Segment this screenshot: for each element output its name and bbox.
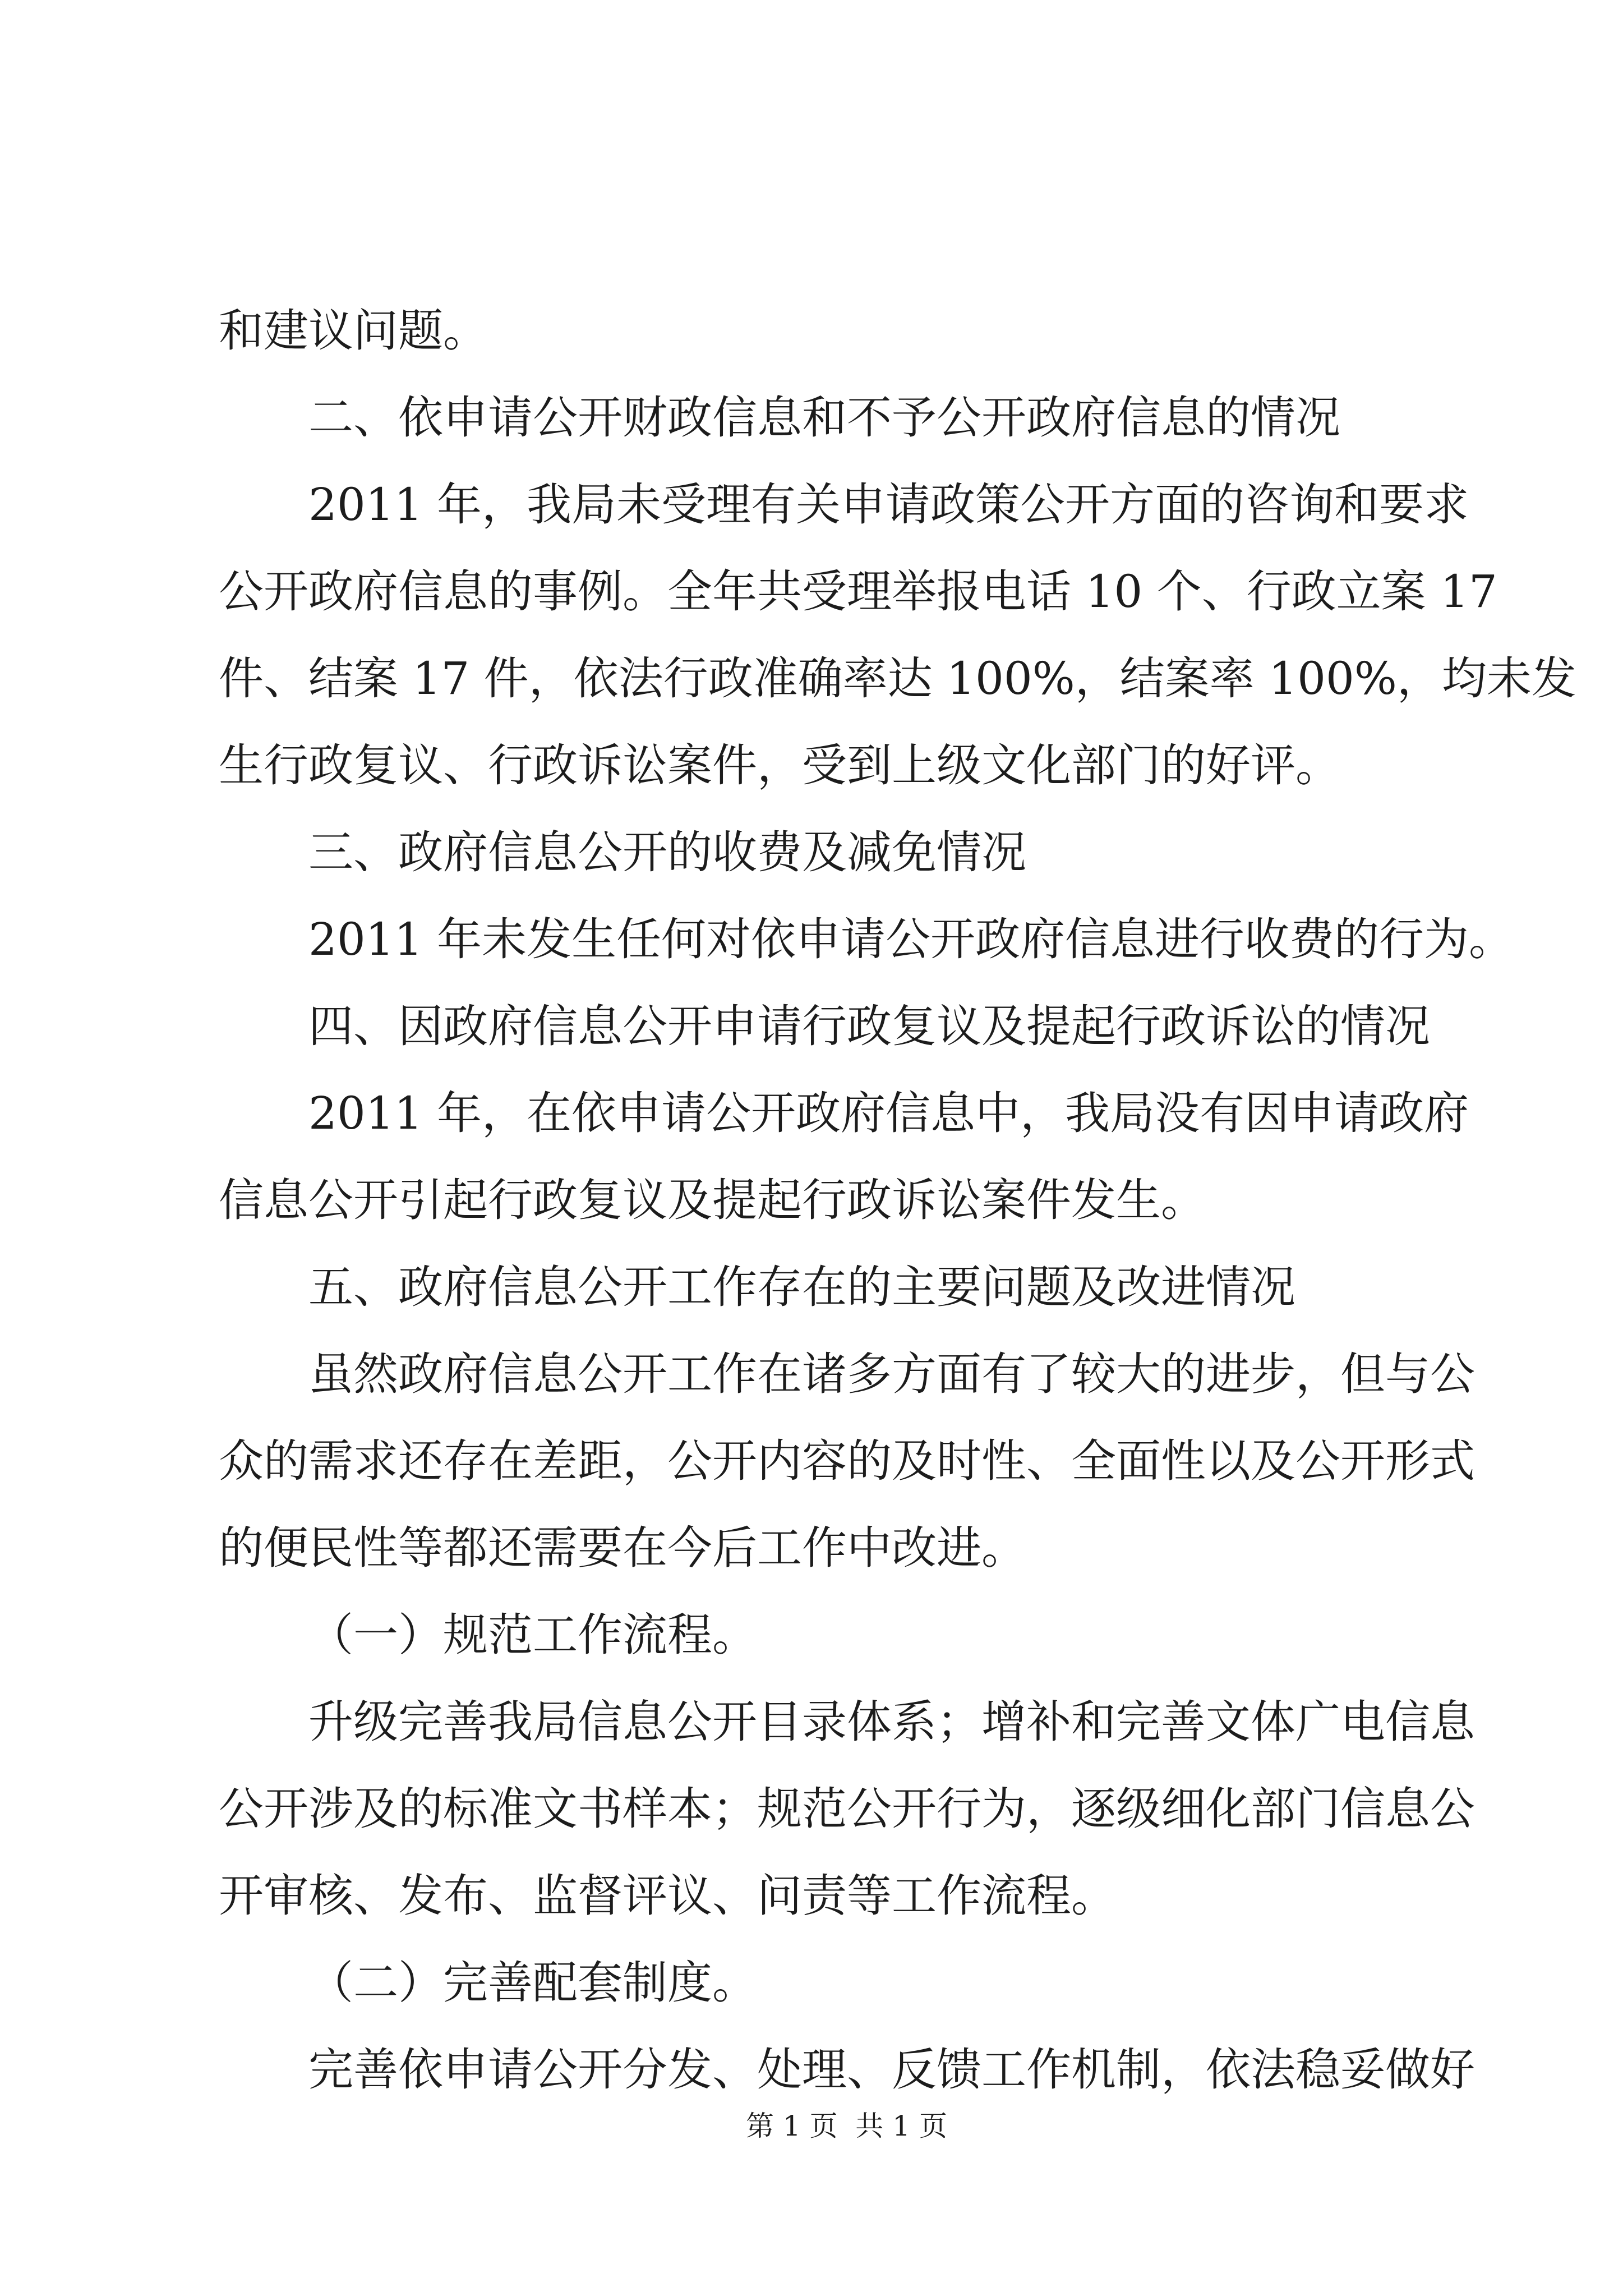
section-heading: 三、政府信息公开的收费及减免情况 — [308, 826, 1026, 878]
section-heading: 五、政府信息公开工作存在的主要问题及改进情况 — [308, 1261, 1295, 1313]
body-line: 开审核、发布、监督评议、问责等工作流程。 — [219, 1870, 1116, 1922]
section-heading: 二、依申请公开财政信息和不予公开政府信息的情况 — [308, 392, 1340, 444]
paragraph-first-line: 完善依申请公开分发、处理、反馈工作机制，依法稳妥做好 — [308, 2044, 1475, 2096]
body-line: 和建议问题。 — [219, 305, 488, 357]
paragraph-first-line: 2011 年，我局未受理有关申请政策公开方面的咨询和要求 — [308, 478, 1469, 531]
body-line: 公开涉及的标准文书样本；规范公开行为，逐级细化部门信息公 — [219, 1783, 1475, 1835]
subsection-heading: （一）规范工作流程。 — [308, 1609, 757, 1661]
paragraph-first-line: 升级完善我局信息公开目录体系；增补和完善文体广电信息 — [308, 1696, 1475, 1748]
page-footer: 第 1 页 共 1 页 — [746, 2110, 947, 2142]
body-line: 件、结案 17 件，依法行政准确率达 100%，结案率 100%，均未发 — [219, 652, 1576, 705]
paragraph-first-line: 虽然政府信息公开工作在诸多方面有了较大的进步，但与公 — [308, 1348, 1475, 1400]
paragraph-first-line: 2011 年未发生任何对依申请公开政府信息进行收费的行为。 — [308, 913, 1514, 965]
paragraph-first-line: 2011 年，在依申请公开政府信息中，我局没有因申请政府 — [308, 1087, 1469, 1139]
body-line: 的便民性等都还需要在今后工作中改进。 — [219, 1522, 1026, 1574]
body-line: 公开政府信息的事例。全年共受理举报电话 10 个、行政立案 17 — [219, 565, 1497, 618]
subsection-heading: （二）完善配套制度。 — [308, 1957, 757, 2009]
body-line: 众的需求还存在差距，公开内容的及时性、全面性以及公开形式 — [219, 1435, 1475, 1487]
body-line: 信息公开引起行政复议及提起行政诉讼案件发生。 — [219, 1174, 1206, 1226]
body-line: 生行政复议、行政诉讼案件，受到上级文化部门的好评。 — [219, 739, 1340, 792]
section-heading: 四、因政府信息公开申请行政复议及提起行政诉讼的情况 — [308, 1000, 1430, 1052]
